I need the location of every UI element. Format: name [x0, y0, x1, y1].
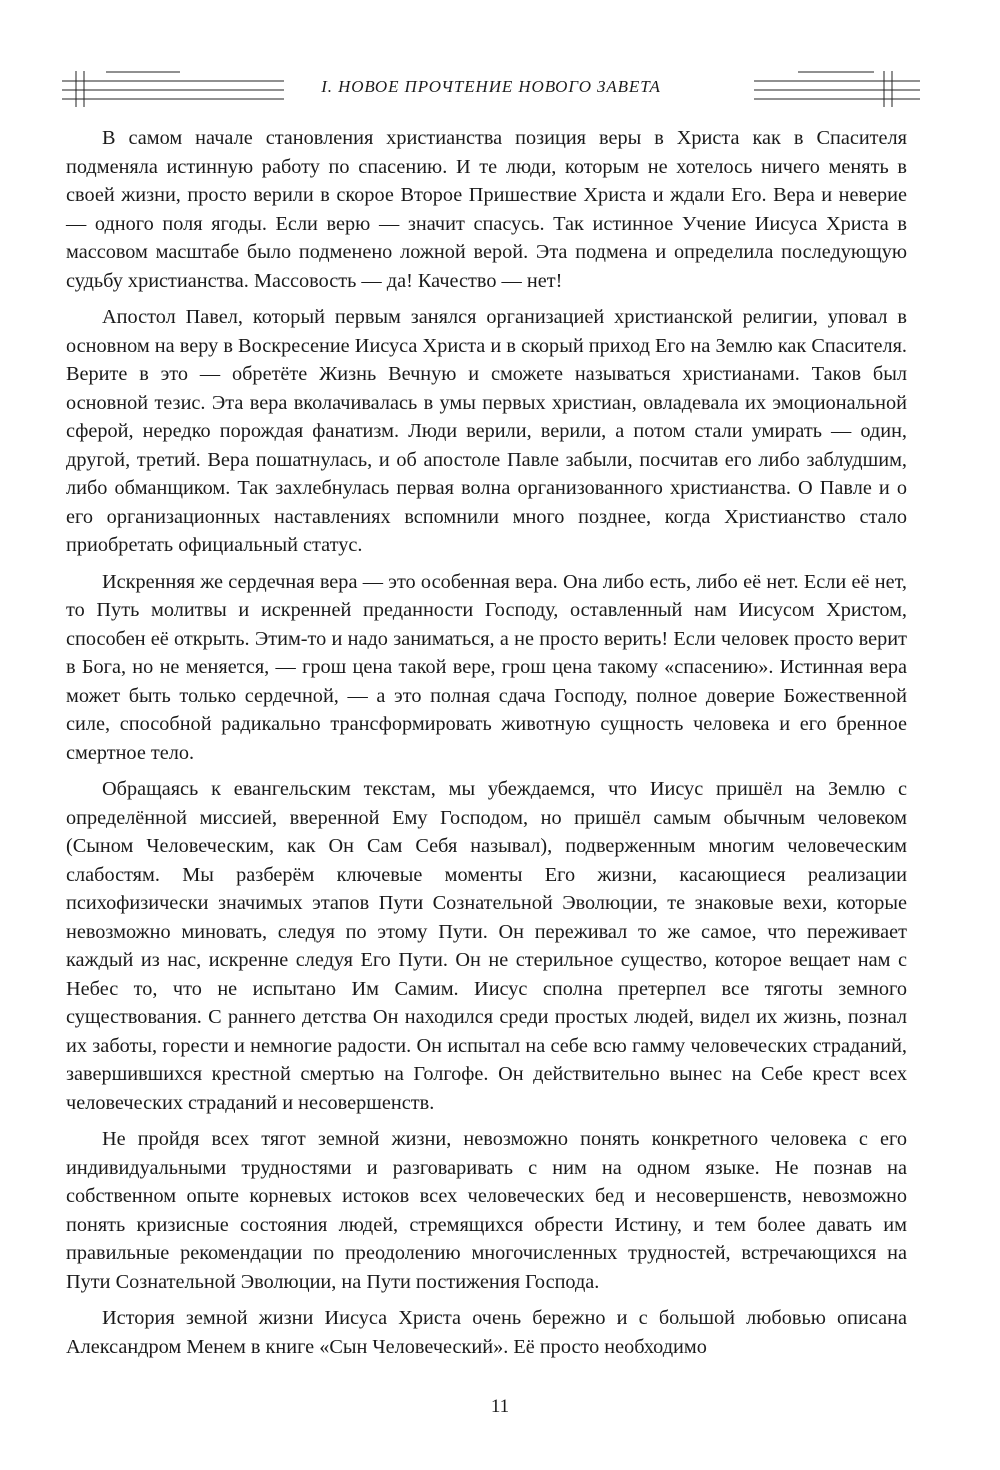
paragraph: Искренняя же сердечная вера — это особенная вера. Она либо есть, либо её нет. Если её нет, то Путь молитвы и искренней преданности Господу, оставленный нам Иисусом Христом, способен её открыть. Этим-то и надо заниматься, а не просто верить! Если человек просто верит в Бога, но не меняется, — грош цена такой вере, грош цена такому «спасению». Истинная вера может быть только сердечной, — а это полная сдача Господу, полное доверие Божественной силе, способной радикально трансформировать животную сущность человека и его бренное смертное тело. — [66, 570, 907, 764]
body-text — [66, 124, 907, 1361]
paragraph: Обращаясь к евангельским текстам, мы убеждаемся, что Иисус пришёл на Землю с определённой миссией, вверенной Ему Господом, но пришёл самым обычным человеком (Сыном Человеческим, как Он Сам Себя называл), подверженным многим человеческим слабостям. Мы разберём ключевые моменты Его жизни, касающиеся реализации психофизически значимых этапов Пути Сознательной Эволюции, те знаковые вехи, которые невозможно миновать, следуя по этому Пути. Он переживал то же самое, что переживает каждый из нас, искренне следуя Его Пути. Он не стерильное существо, которое вещает нам с Небес то, что не испытано Им Самим. Иисус сполна претерпел все тяготы земного существования. С раннего детства Он находился среди простых людей, видел их жизнь, познал их заботы, горести и немногие радости. Он испытал на себе всю гамму человеческих страданий, завершившихся крестной смертью на Голгофе. Он действительно вынес на Себе крест всех человеческих страданий и несовершенств. — [66, 778, 907, 1114]
running-header-title: I. НОВОЕ ПРОЧТЕНИЕ НОВОГО ЗАВЕТА — [321, 77, 661, 96]
page-number: 11 — [490, 1396, 510, 1417]
paragraph: История земной жизни Иисуса Христа очень бережно и с большой любовью описана Александром Менем в книге «Сын Человеческий». Её просто необходимо — [66, 1307, 907, 1358]
paragraph: Апостол Павел, который первым занялся организацией христианской религии, уповал в основном на веру в Воскресение Иисуса Христа и в скорый приход Его на Землю как Спасителя. Верите в это — обретёте Жизнь Вечную и сможете называться христианами. Таков был основной тезис. Эта вера вколачивалась в умы первых христиан, овладевала их эмоциональной сферой, нередко порождая фанатизм. Люди верили, верили, а потом стали умирать — один, другой, третий. Вера пошатнулась, и об апостоле Павле забыли, посчитав его либо заблудшим, либо обманщиком. Так захлебнулась первая волна организованного христианства. О Павле и о его организационных наставлениях вспомнили много позднее, когда Христианство стало приобретать официальный статус. — [66, 306, 907, 556]
paragraph: Не пройдя всех тягот земной жизни, невозможно понять конкретного человека с его индивидуальными трудностями и разговаривать с ним на одном языке. Не познав на собственном опыте корневых истоков всех человеческих бед и несовершенств, невозможно понять кризисные состояния людей, стремящихся обрести Истину, и тем более давать им правильные рекомендации по преодолению многочисленных трудностей, встречающихся на Пути Сознательной Эволюции, на Пути постижения Господа. — [66, 1128, 907, 1293]
running-header — [62, 68, 920, 108]
paragraph: В самом начале становления христианства позиция веры в Христа как в Спасителя подменяла истинную работу по спасению. И те люди, которым не хотелось ничего менять в своей жизни, просто верили в скорое Второе Пришествие Христа и ждали Его. Вера и неверие — одного поля ягоды. Если верю — значит спасусь. Так истинное Учение Иисуса Христа в массовом масштабе было подменено ложной верой. Эта подмена и определила последующую судьбу христианства. Массовость — да! Качество — нет! — [66, 127, 907, 292]
